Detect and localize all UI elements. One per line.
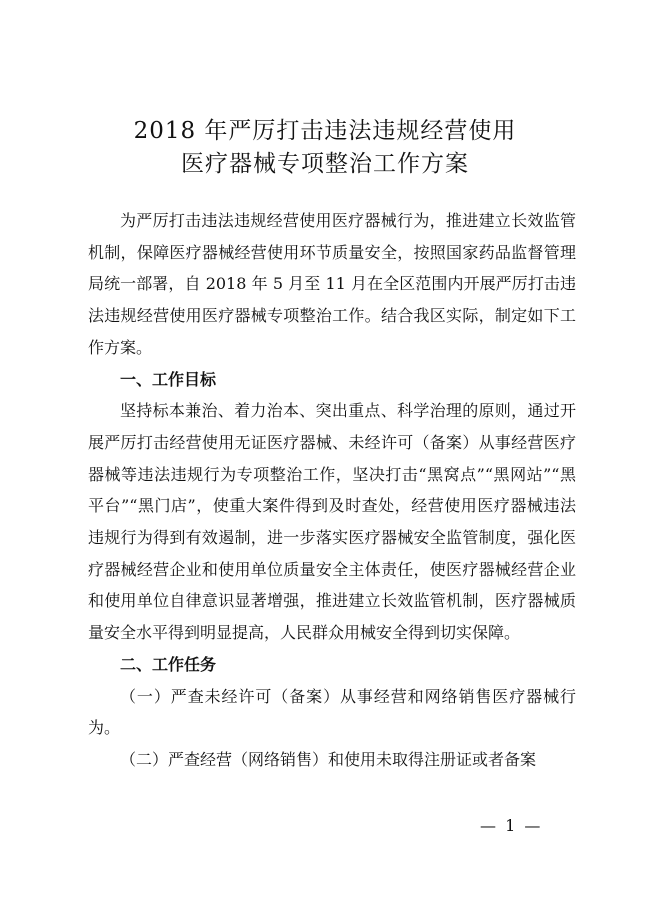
- task-item-1: （一）严查未经许可（备案）从事经营和网络销售医疗器械行为。: [88, 686, 576, 738]
- work-goals-paragraph: 坚持标本兼治、着力治本、突出重点、科学治理的原则，通过开展严厉打击经营使用无证医疗器械、未经许可（备案）从事经营医疗器械等违法违规行为专项整治工作，坚决打击“黑窝点”“黑网站”“黑平台”“黑门店”，使重大案件得到及时查处，经营使用医疗器械违法违规行为得到有效遏制，进一步落实医疗器械安全监管制度，强化医疗器械经营企业和使用单位质量安全主体责任，使医疗器械经营企业和使用单位自律意识显著增强，推进建立长效监管机制，医疗器械质量安全水平得到明显提高，人民群众用械安全得到切实保障。: [88, 401, 576, 643]
- document-title-line-1: 2018 年严厉打击违法违规经营使用: [133, 118, 517, 144]
- section-heading-work-goals: 一、工作目标: [120, 369, 217, 389]
- intro-paragraph: 为严厉打击违法违规经营使用医疗器械行为，推进建立长效监管机制，保障医疗器械经营使用环节质量安全，按照国家药品监督管理局统一部署，自 2018 年 5 月至 11 月在全区范围内开展严厉打击违法违规经营使用医疗器械专项整治工作。结合我区实际，制定如下工作方案。: [88, 211, 576, 357]
- page-number: — 1 —: [480, 816, 543, 835]
- section-heading-work-tasks: 二、工作任务: [120, 654, 217, 674]
- task-item-2: （二）严查经营（网络销售）和使用未取得注册证或者备案: [120, 749, 537, 769]
- document-body: [88, 205, 576, 776]
- document-title-line-2: 医疗器械专项整治工作方案: [181, 151, 469, 177]
